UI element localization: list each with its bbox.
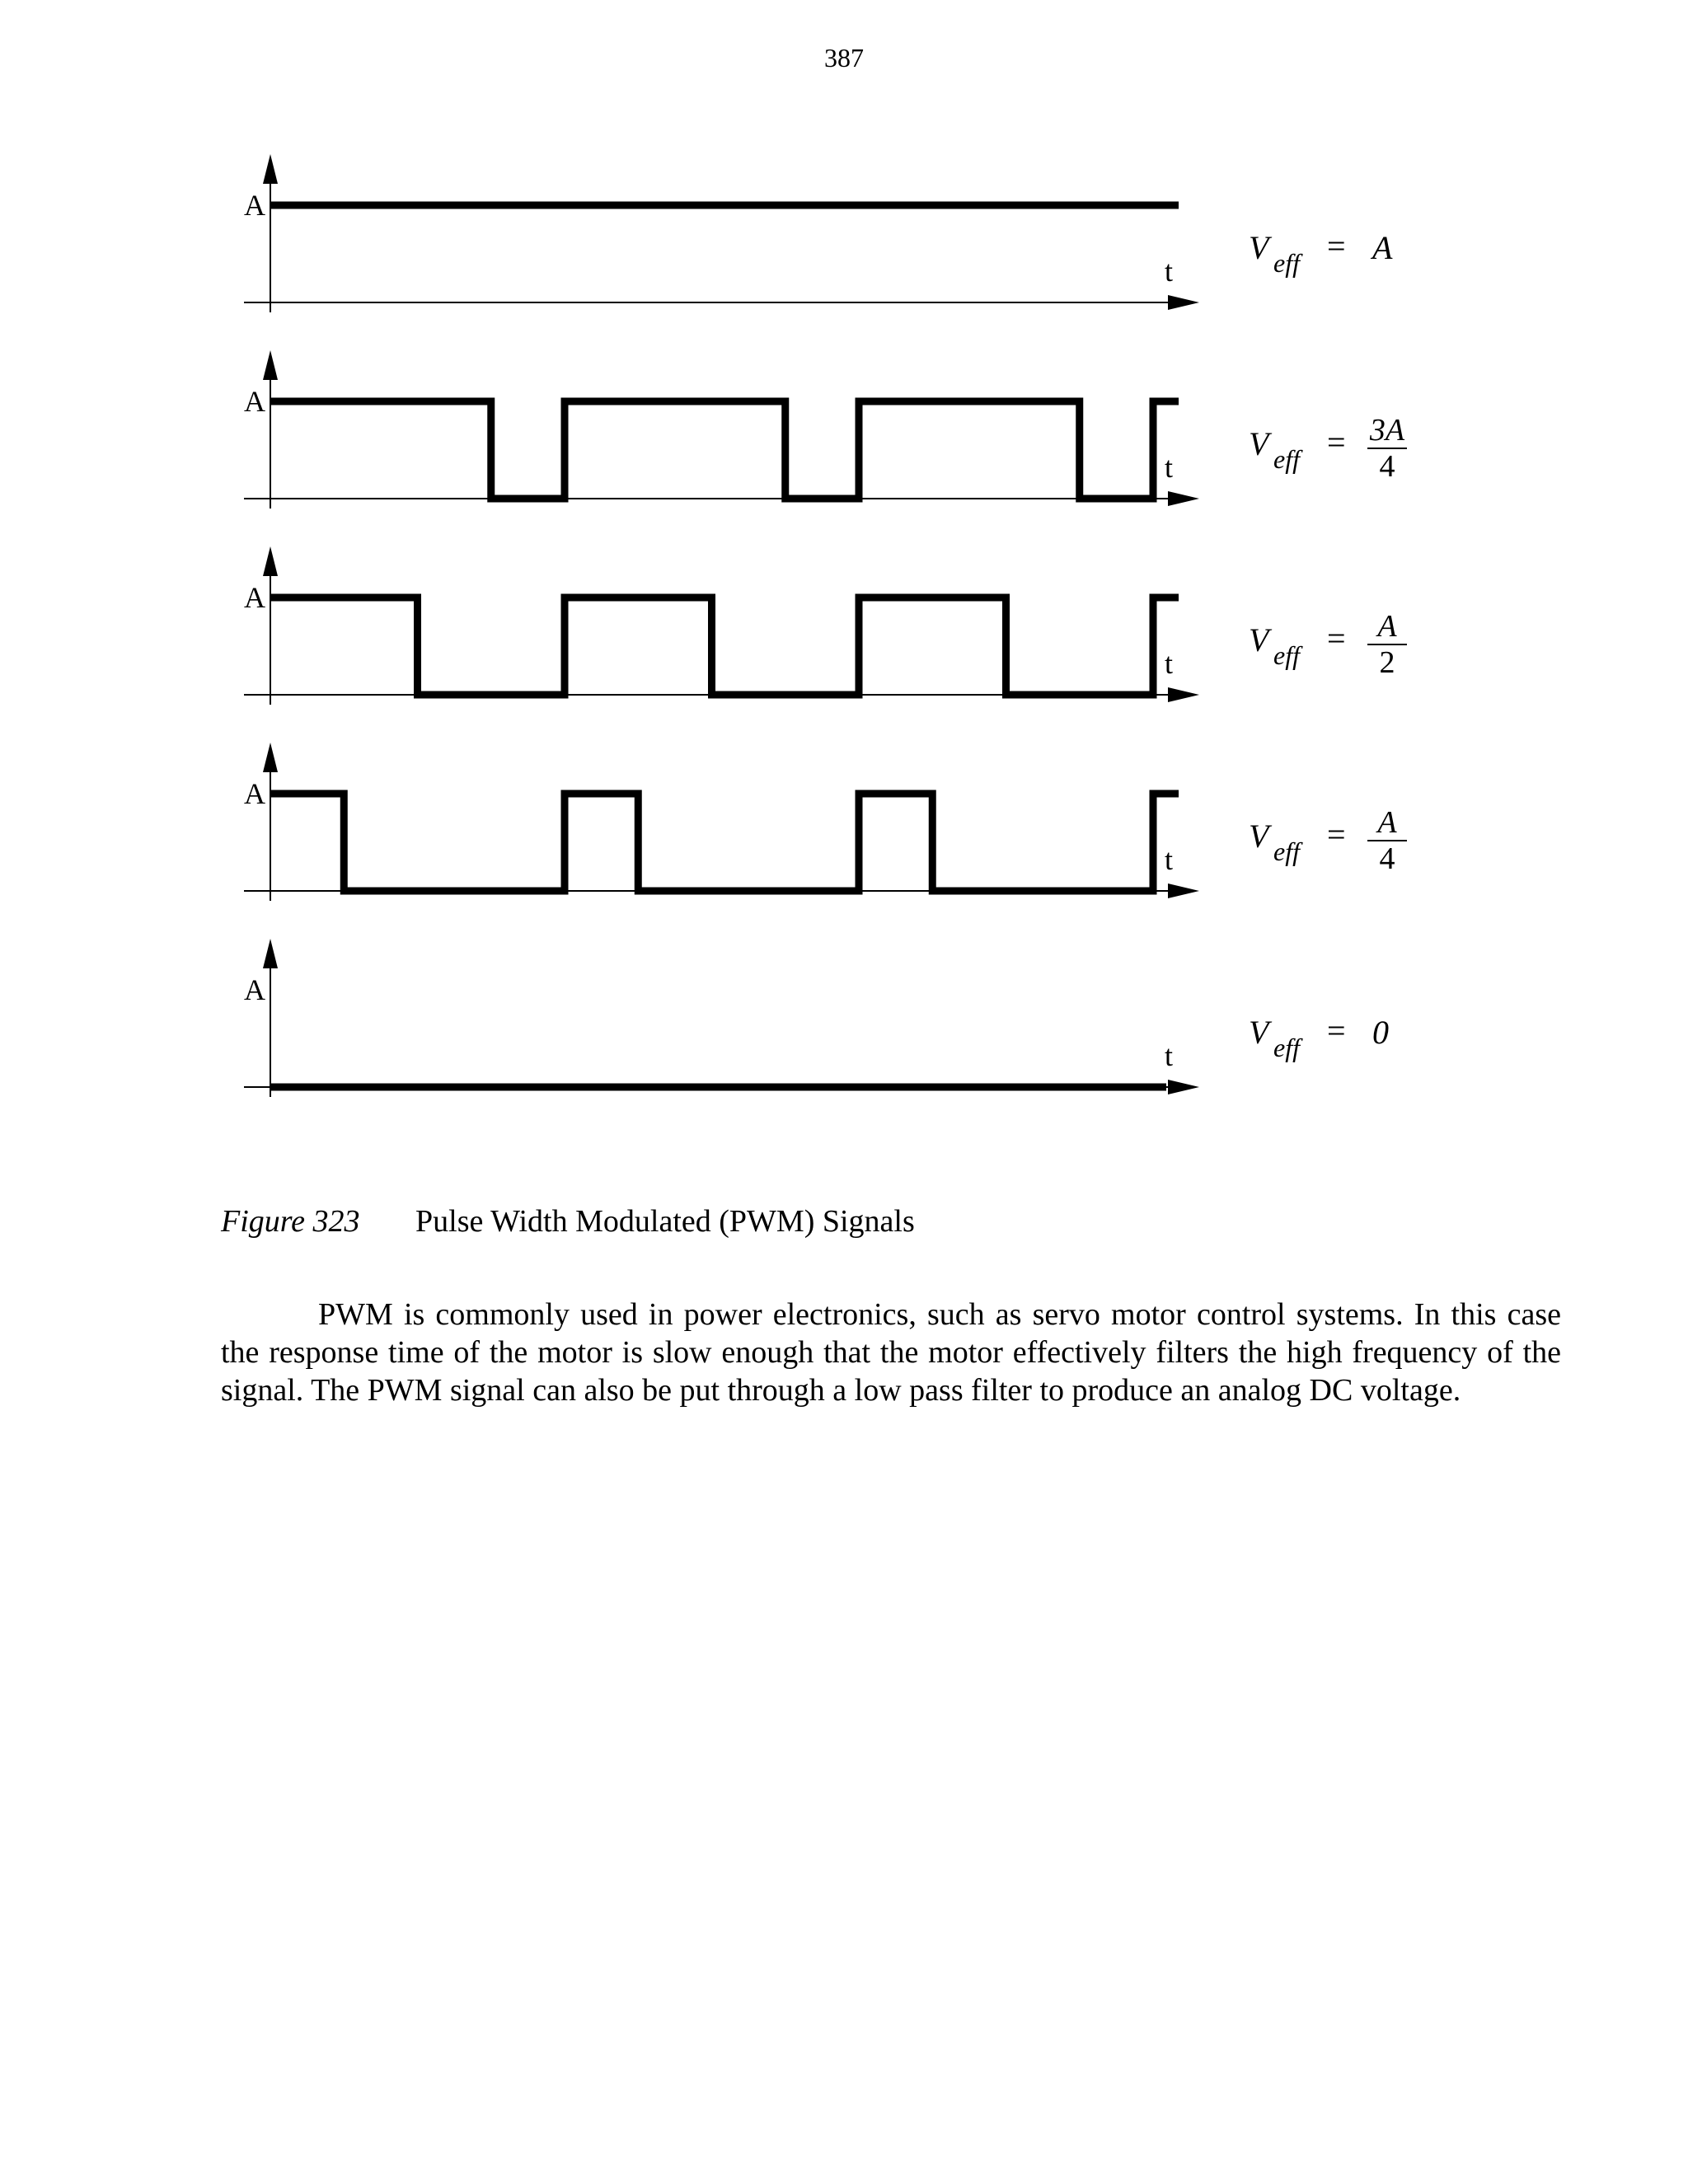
equals-sign-2: = xyxy=(1327,424,1346,461)
page-number: 387 xyxy=(824,43,864,73)
y-axis-arrow-2 xyxy=(263,350,278,380)
figure-label: Figure 323 xyxy=(221,1204,360,1239)
figure-title: Pulse Width Modulated (PWM) Signals xyxy=(415,1204,915,1239)
veff-subscript-2: eff xyxy=(1273,444,1300,474)
y-axis-label-4: A xyxy=(244,777,265,810)
y-axis-label-5: A xyxy=(244,973,265,1006)
pwm-waveform-3 xyxy=(270,598,1179,695)
veff-value-5: 0 xyxy=(1372,1014,1389,1051)
x-axis-arrow-1 xyxy=(1168,295,1199,310)
equals-sign-1: = xyxy=(1327,227,1346,265)
x-axis-arrow-3 xyxy=(1168,687,1199,702)
veff-symbol-3: V xyxy=(1249,621,1269,658)
y-axis-label-1: A xyxy=(244,189,265,222)
x-axis-label-3: t xyxy=(1164,647,1174,680)
x-axis-label-5: t xyxy=(1164,1039,1174,1072)
veff-subscript-4: eff xyxy=(1273,837,1300,866)
veff-denominator-3: 2 xyxy=(1379,645,1395,680)
veff-numerator-2: 3A xyxy=(1369,413,1405,448)
veff-symbol-5: V xyxy=(1249,1014,1269,1051)
y-axis-arrow-1 xyxy=(263,154,278,184)
veff-subscript-3: eff xyxy=(1273,640,1300,670)
veff-numerator-4: A xyxy=(1377,805,1397,840)
y-axis-arrow-4 xyxy=(263,743,278,772)
y-axis-label-2: A xyxy=(244,385,265,418)
equals-sign-5: = xyxy=(1327,1012,1346,1049)
y-axis-label-3: A xyxy=(244,581,265,614)
x-axis-arrow-5 xyxy=(1168,1080,1199,1094)
x-axis-label-1: t xyxy=(1164,255,1174,288)
veff-symbol-1: V xyxy=(1249,229,1269,266)
veff-symbol-4: V xyxy=(1249,818,1269,855)
y-axis-arrow-3 xyxy=(263,546,278,576)
body-paragraph: PWM is commonly used in power electronics, such as servo motor control systems. In this case the response time of the motor is slow enough that the motor effectively filters the high frequency of the signal. The PWM signal can also be put through a low pass filter to produce an analog DC voltage. xyxy=(221,1297,1561,1408)
pwm-waveform-2 xyxy=(270,401,1179,499)
veff-denominator-4: 4 xyxy=(1379,841,1395,876)
veff-subscript-1: eff xyxy=(1273,248,1300,278)
x-axis-arrow-2 xyxy=(1168,491,1199,506)
y-axis-arrow-5 xyxy=(263,939,278,968)
equals-sign-4: = xyxy=(1327,816,1346,853)
x-axis-arrow-4 xyxy=(1168,883,1199,898)
veff-value-1: A xyxy=(1372,229,1393,266)
veff-subscript-5: eff xyxy=(1273,1033,1300,1062)
pwm-waveform-4 xyxy=(270,794,1179,891)
veff-numerator-3: A xyxy=(1377,609,1397,644)
equals-sign-3: = xyxy=(1327,620,1346,657)
x-axis-label-2: t xyxy=(1164,451,1174,484)
figure-caption xyxy=(221,1203,915,1240)
x-axis-label-4: t xyxy=(1164,843,1174,876)
veff-denominator-2: 4 xyxy=(1379,449,1395,484)
veff-symbol-2: V xyxy=(1249,425,1269,462)
